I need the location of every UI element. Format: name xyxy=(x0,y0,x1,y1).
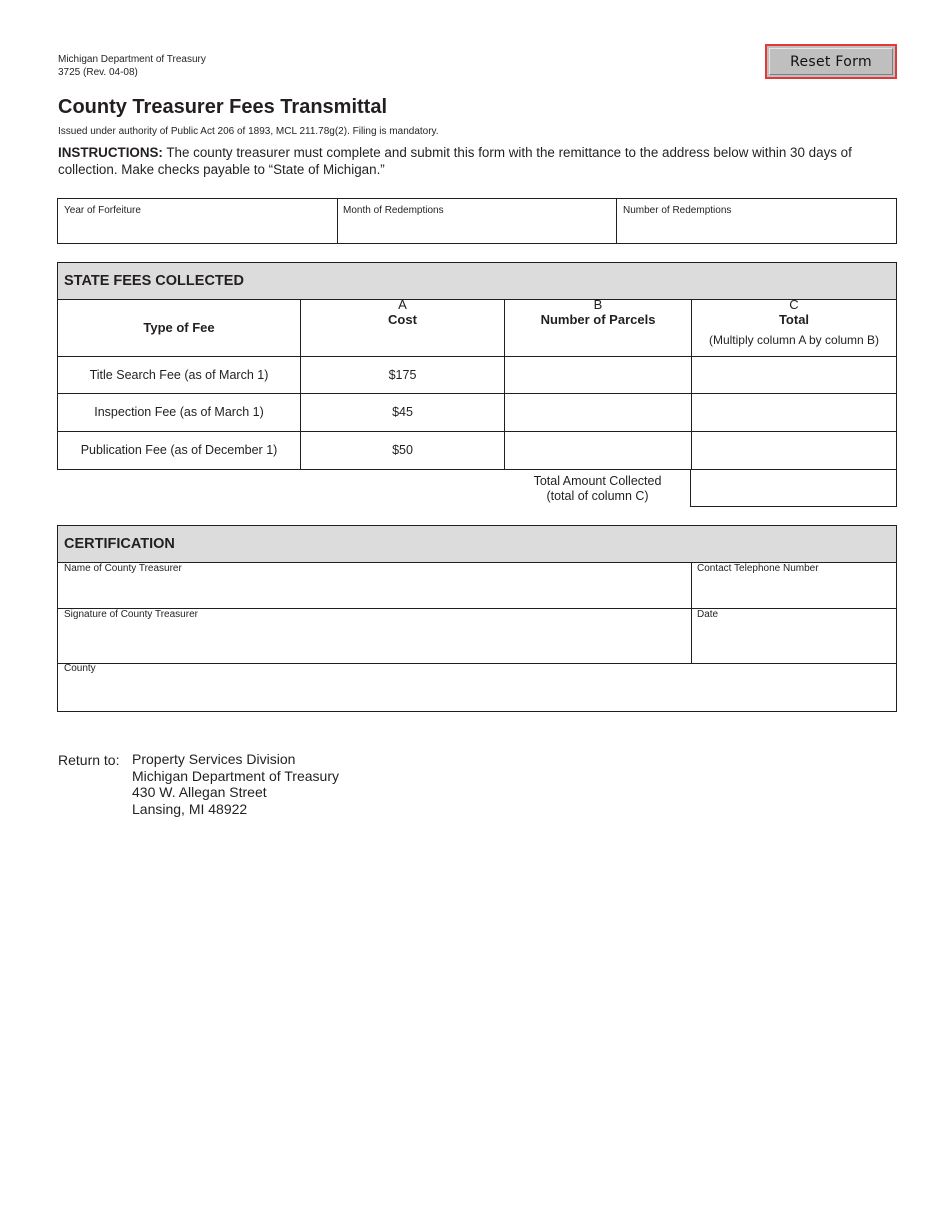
instructions-text: The county treasurer must complete and submit this form with the remittance to the address below within 30 days of collection. Make checks payable to “State of Michigan.” xyxy=(58,145,852,177)
return-address-line: Lansing, MI 48922 xyxy=(132,800,248,817)
total-field-inspection[interactable] xyxy=(692,394,896,431)
column-letter-c: C xyxy=(789,297,799,312)
return-address-line: Michigan Department of Treasury xyxy=(132,767,339,784)
reset-form-button[interactable] xyxy=(765,44,897,79)
month-of-redemptions-label: Month of Redemptions xyxy=(343,205,444,216)
parcels-field-title-search[interactable] xyxy=(505,357,691,393)
parcels-field-inspection[interactable] xyxy=(505,394,691,431)
page-title: County Treasurer Fees Transmittal xyxy=(58,96,388,118)
authority-note: Issued under authority of Public Act 206 of 1893, MCL 211.78g(2). Filing is mandatory. xyxy=(58,126,439,137)
date-field[interactable] xyxy=(692,609,896,662)
parcels-field-publication[interactable] xyxy=(505,432,691,469)
return-to-label: Return to: xyxy=(58,752,120,768)
column-header-b xyxy=(505,297,691,327)
treasurer-signature-field[interactable] xyxy=(59,609,690,662)
fee-cost-title-search: $175 xyxy=(388,368,417,382)
total-amount-label-line2: (total of column C) xyxy=(546,489,649,503)
number-of-redemptions-label: Number of Redemptions xyxy=(623,205,732,216)
contact-phone-field[interactable] xyxy=(692,563,896,607)
year-of-forfeiture-label: Year of Forfeiture xyxy=(64,205,141,216)
column-title-type: Type of Fee xyxy=(143,320,215,335)
instructions-label: INSTRUCTIONS: xyxy=(58,145,163,160)
county-field[interactable] xyxy=(59,664,896,710)
contact-phone-label: Contact Telephone Number xyxy=(697,563,819,574)
form-number: 3725 (Rev. 04-08) xyxy=(58,67,138,78)
forfeiture-fields-box xyxy=(57,198,897,244)
number-of-redemptions-field[interactable] xyxy=(617,200,896,242)
return-address-line: Property Services Division xyxy=(132,751,296,767)
treasurer-name-label: Name of County Treasurer xyxy=(64,563,182,574)
date-label: Date xyxy=(697,609,719,620)
total-amount-label-line1: Total Amount Collected xyxy=(533,474,662,488)
year-of-forfeiture-field[interactable] xyxy=(59,200,336,242)
instructions xyxy=(58,145,898,178)
certification-heading: CERTIFICATION xyxy=(57,525,897,563)
fee-type-inspection: Inspection Fee (as of March 1) xyxy=(94,405,264,419)
column-title-cost: Cost xyxy=(388,312,417,327)
column-header-a xyxy=(301,297,504,327)
column-letter-b: B xyxy=(593,297,603,312)
state-fees-table xyxy=(57,299,897,470)
total-amount-label xyxy=(504,474,691,504)
total-field-publication[interactable] xyxy=(692,432,896,469)
treasurer-name-field[interactable] xyxy=(59,563,690,607)
fee-type-publication: Publication Fee (as of December 1) xyxy=(80,443,278,457)
month-of-redemptions-field[interactable] xyxy=(338,200,615,242)
column-header-c xyxy=(692,297,896,347)
certification-box xyxy=(57,562,897,712)
treasurer-signature-label: Signature of County Treasurer xyxy=(64,609,198,620)
agency-name: Michigan Department of Treasury xyxy=(58,54,206,65)
column-title-total: Total xyxy=(778,312,810,327)
total-amount-field[interactable] xyxy=(690,469,897,507)
form-header-info xyxy=(58,53,206,79)
column-header-type xyxy=(58,299,300,356)
state-fees-heading: STATE FEES COLLECTED xyxy=(57,262,897,300)
total-field-title-search[interactable] xyxy=(692,357,896,393)
fee-type-title-search: Title Search Fee (as of March 1) xyxy=(89,368,269,382)
column-letter-a: A xyxy=(398,297,407,312)
county-label: County xyxy=(64,663,96,674)
fee-cost-publication: $50 xyxy=(392,443,413,457)
column-subtitle-total: (Multiply column A by column B) xyxy=(708,333,880,347)
return-address-lines xyxy=(132,751,339,817)
fee-cost-inspection: $45 xyxy=(392,405,413,419)
reset-form-label: Reset Form xyxy=(769,48,893,75)
return-address-line: 430 W. Allegan Street xyxy=(132,784,267,800)
column-title-parcels: Number of Parcels xyxy=(540,312,656,327)
